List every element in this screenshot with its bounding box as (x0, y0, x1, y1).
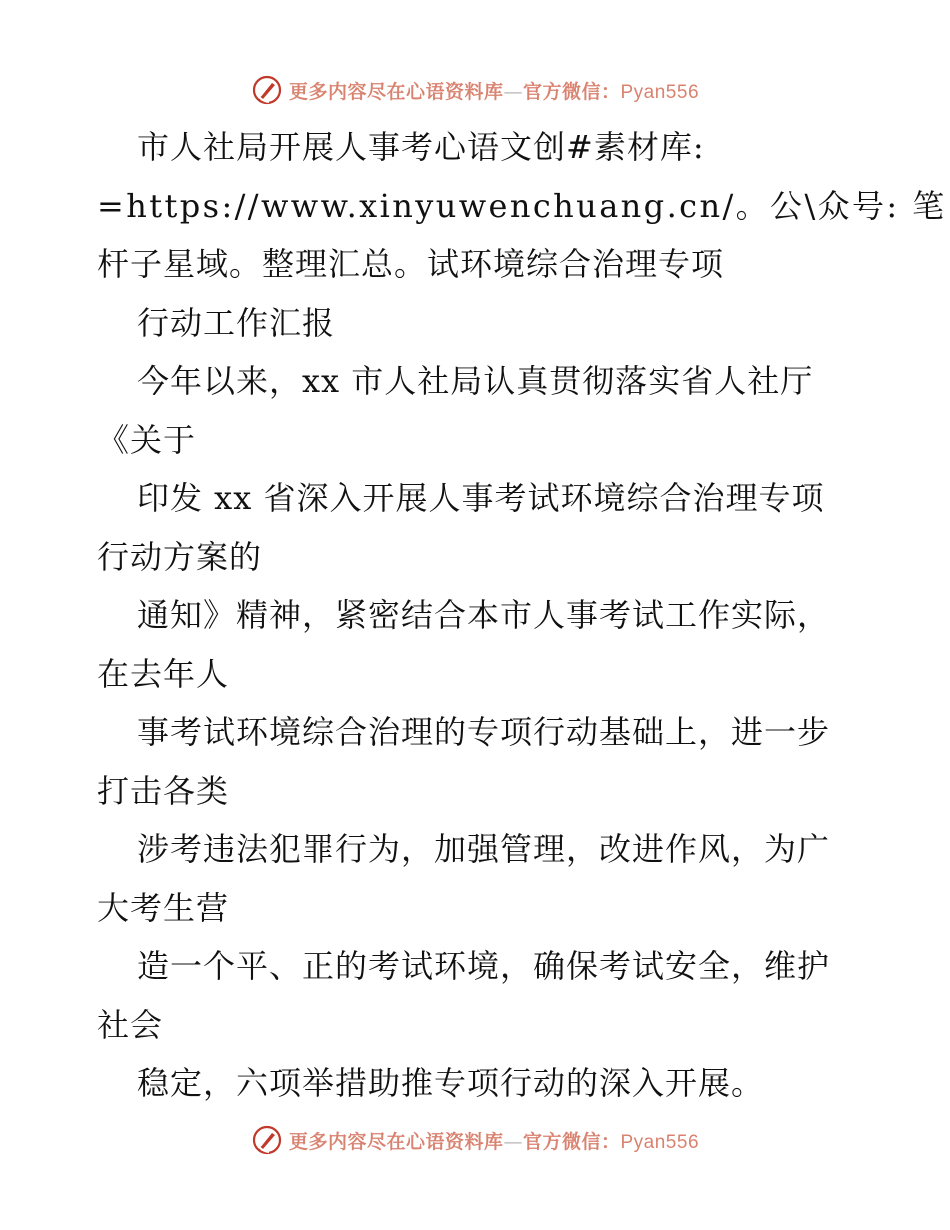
text-line: 事考试环境综合治理的专项行动基础上，进一步 (137, 713, 831, 751)
text-line: 行动方案的 (97, 537, 263, 576)
banner-dash: — (503, 1130, 523, 1153)
text-line: 造一个平、正的考试环境，确保考试安全，维护 (137, 947, 831, 985)
text-line: 涉考违法犯罪行为，加强管理，改进作风，为广 (137, 830, 831, 868)
text-line: 市人社局开展人事考心语文创#素材库: (137, 128, 705, 166)
text-line: 今年以来，xx 市人社局认真贯彻落实省人社厅 (137, 362, 814, 400)
text-line: 印发 xx 省深入开展人事考试环境综合治理专项 (137, 479, 825, 517)
text-line: 打击各类 (97, 771, 230, 810)
text-line: 行动工作汇报 (137, 303, 336, 342)
banner-wechat-id: Pyan556 (620, 81, 700, 103)
text-line: =https://www.xinyuwenchuang.cn/。公\众号: 笔 (97, 186, 947, 225)
banner-main-text: 更多内容尽在心语资料库 (288, 80, 504, 103)
banner-official-label: 官方微信： (522, 80, 621, 103)
banner-main-text: 更多内容尽在心语资料库 (288, 1130, 504, 1153)
text-line: 大考生营 (97, 888, 230, 927)
footer-watermark-banner (0, 1120, 950, 1160)
text-line: 社会 (97, 1005, 164, 1044)
text-line: 《关于 (97, 420, 197, 459)
banner-dash: — (503, 80, 523, 103)
text-line: 通知》精神，紧密结合本市人事考试工作实际， (137, 596, 831, 634)
header-watermark-banner (0, 70, 950, 110)
quill-pen-logo-icon (251, 1124, 283, 1156)
text-line: 杆子星域。整理汇总。试环境综合治理专项 (97, 245, 725, 283)
quill-pen-logo-icon (251, 74, 283, 106)
banner-wechat-id: Pyan556 (620, 1131, 700, 1153)
banner-official-label: 官方微信： (522, 1130, 621, 1153)
document-body (97, 118, 947, 1113)
text-line: 稳定，六项举措助推专项行动的深入开展。 (137, 1064, 765, 1102)
text-line: 在去年人 (97, 654, 230, 693)
